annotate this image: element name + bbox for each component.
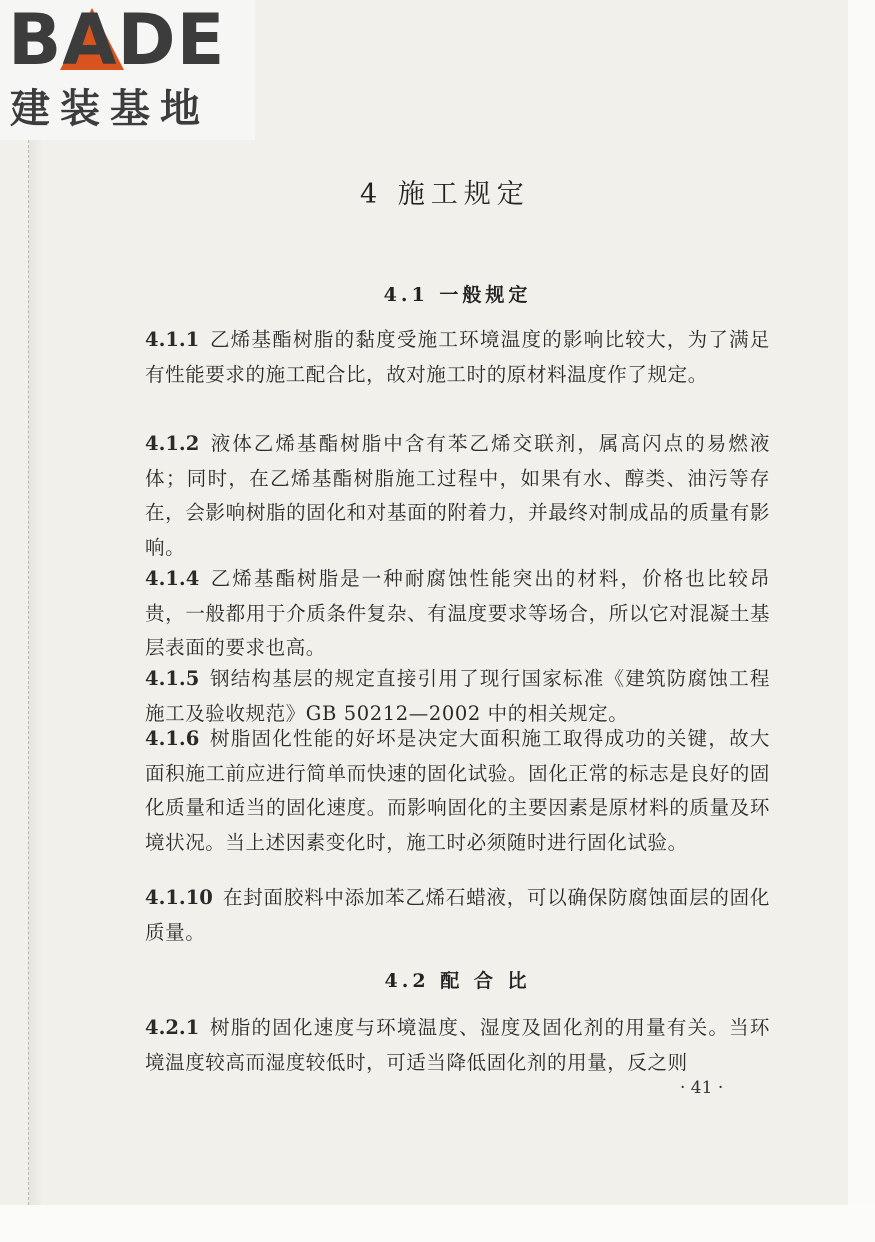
clause-text: 树脂固化性能的好坏是决定大面积施工取得成功的关键，故大面积施工前应进行简单而快速的固化试验。固化正常的标志是良好的固化质量和适当的固化速度。而影响固化的主要因素是原材料的质量及环境状况。当上述因素变化时，施工时必须随时进行固化试验。 <box>145 727 770 854</box>
clause-4-1-10 <box>145 881 770 950</box>
clause-number: 4.1.10 <box>145 886 213 909</box>
clause-4-1-6 <box>145 722 770 860</box>
clause-text: 乙烯基酯树脂的黏度受施工环境温度的影响比较大，为了满足有性能要求的施工配合比，故对施工时的原材料温度作了规定。 <box>145 328 770 386</box>
section-title-4-1: 4.1 一般规定 <box>383 284 532 306</box>
clause-number: 4.1.4 <box>145 567 200 590</box>
logo-mark: BADE <box>8 0 226 81</box>
chapter-title: 4 施工规定 <box>360 179 530 210</box>
clause-text: 钢结构基层的规定直接引用了现行国家标准《建筑防腐蚀工程施工及验收规范》GB 50212—2002 中的相关规定。 <box>145 667 770 725</box>
page-number: · 41 · <box>680 1078 724 1098</box>
logo-subtitle: 建装基地 <box>10 86 210 132</box>
clause-text: 液体乙烯基酯树脂中含有苯乙烯交联剂，属高闪点的易燃液体；同时，在乙烯基酯树脂施工过程中，如果有水、醇类、油污等存在，会影响树脂的固化和对基面的附着力，并最终对制成品的质量有影响。 <box>145 432 770 559</box>
clause-text: 乙烯基酯树脂是一种耐腐蚀性能突出的材料，价格也比较昂贵，一般都用于介质条件复杂、有温度要求等场合，所以它对混凝土基层表面的要求也高。 <box>145 567 770 659</box>
clause-number: 4.2.1 <box>145 1016 200 1039</box>
page-bottom-margin <box>0 1205 875 1242</box>
clause-number: 4.1.1 <box>145 328 200 351</box>
clause-4-1-4 <box>145 562 770 666</box>
clause-4-2-1 <box>145 1011 770 1080</box>
section-title-4-2: 4.2 配 合 比 <box>384 970 531 992</box>
clause-4-1-5 <box>145 662 770 731</box>
page-right-margin <box>848 0 875 1242</box>
clause-4-1-2 <box>145 427 770 565</box>
clause-4-1-1 <box>145 323 770 392</box>
clause-number: 4.1.6 <box>145 727 200 750</box>
clause-number: 4.1.2 <box>145 432 200 455</box>
clause-text: 树脂的固化速度与环境温度、湿度及固化剂的用量有关。当环境温度较高而湿度较低时，可适当降低固化剂的用量，反之则 <box>145 1016 770 1074</box>
watermark-logo <box>0 0 255 140</box>
clause-number: 4.1.5 <box>145 667 200 690</box>
clause-text: 在封面胶料中添加苯乙烯石蜡液，可以确保防腐蚀面层的固化质量。 <box>145 886 770 944</box>
